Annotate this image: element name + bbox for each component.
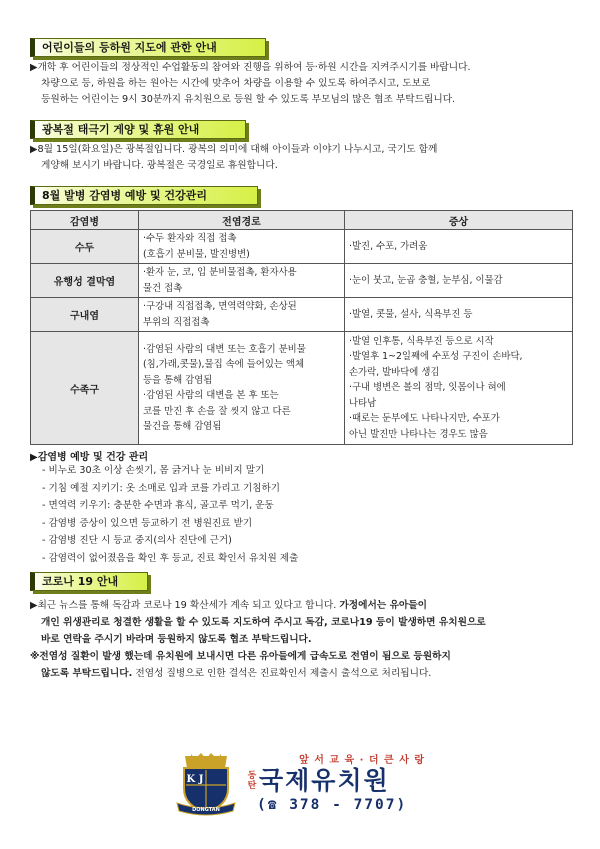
logo-text <box>245 751 435 813</box>
symptom-line: 아닌 발진만 나타나는 경우도 많음 <box>349 428 488 440</box>
route-line: (호흡기 분비물, 발진병변) <box>143 248 250 260</box>
section-title-infection: 8월 발병 감염병 예방 및 건강관리 <box>30 186 258 205</box>
disease-name: 수족구 <box>31 332 139 445</box>
header-route: 전염경로 <box>139 211 345 230</box>
table-row <box>31 230 573 264</box>
symptom-line: ·구내 병변은 볼의 점막, 잇몸이나 혀에 <box>349 382 506 394</box>
disease-symptoms <box>345 332 573 445</box>
school-emblem-icon <box>175 753 237 817</box>
corona-line-2: 개인 위생관리로 청결한 생활을 할 수 있도록 지도하여 주시고 독감, 코로나19 등이 발생하면 유치원으로 <box>41 617 486 628</box>
corona-text-bold: 가정에서는 유아들이 <box>339 600 428 611</box>
disease-symptoms <box>345 298 573 332</box>
table-row <box>31 332 573 445</box>
school-slogan: 앞 서 교 육 · 더 큰 사 랑 <box>299 755 425 766</box>
liberation-line-1: ▶8월 15일(화요일)은 광복절입니다. 광복의 의미에 대해 아이들과 이야기 나누시고, 국기도 함께 <box>30 144 438 155</box>
corona-text: ▶최근 뉴스를 통해 독감과 코로나 19 확산세가 계속 되고 있다고 합니다. <box>30 600 340 611</box>
school-name-row <box>245 767 435 795</box>
symptom-line: ·발열 인후통, 식욕부진 등으로 시작 <box>349 335 494 347</box>
header-symptoms: 증상 <box>345 211 573 230</box>
list-item: - 기침 예절 지키기: 옷 소매로 입과 코를 가리고 기침하기 <box>42 482 281 494</box>
corona-paragraph <box>30 597 572 682</box>
disease-table <box>30 210 573 445</box>
corona-text-bold: 않도록 부탁드립니다. <box>41 668 133 679</box>
disease-symptoms <box>345 230 573 264</box>
route-line: 등을 통해 감염됨 <box>143 374 213 386</box>
corona-line-5 <box>30 665 572 682</box>
disease-route <box>139 264 345 298</box>
symptom-line: 나타남 <box>349 397 377 409</box>
school-phone: (☎ 378 - 7707) <box>257 797 408 813</box>
route-line: 부위의 직접접촉 <box>143 316 210 328</box>
prevention-list <box>42 462 298 567</box>
commute-line-3: 등원하는 어린이는 9시 30분까지 유치원으로 등원 할 수 있도록 부모님의 많은 협조 부탁드립니다. <box>41 94 456 105</box>
school-name: 국제유치원 <box>259 766 390 795</box>
commute-paragraph <box>30 60 572 108</box>
symptom-line: ·발열후 1~2일째에 수포성 구진이 손바닥, <box>349 351 523 363</box>
disease-symptoms <box>345 264 573 298</box>
list-item: - 감염병 증상이 있으면 등교하기 전 병원진료 받기 <box>42 517 253 529</box>
disease-route <box>139 298 345 332</box>
symptom-line: ·눈이 붓고, 눈곱 충혈, 눈부심, 이물감 <box>349 274 503 286</box>
route-line: (침,가래,콧물),물집 속에 들어있는 액체 <box>143 359 305 370</box>
disease-name: 유행성 결막염 <box>31 264 139 298</box>
corona-line-4: ※전염성 질환이 발생 했는데 유치원에 보내시면 다른 유아들에게 급속도로 전염이 됨으로 등원하지 <box>30 651 451 662</box>
list-item: - 감염병 진단 시 등교 중지(의사 진단에 근거) <box>42 535 232 546</box>
commute-line-1: ▶개학 후 어린이들의 정상적인 수업활동의 참여와 진행을 위하여 등·하원 시간을 지켜주시기를 바랍니다. <box>30 62 471 73</box>
symptom-line: ·발열, 콧물, 설사, 식욕부진 등 <box>349 308 473 320</box>
liberation-line-2: 게양해 보시기 바랍니다. 광복절은 국경일로 휴원합니다. <box>41 160 278 171</box>
disease-route <box>139 230 345 264</box>
emblem-letter: K J <box>186 774 204 785</box>
section-title-commute: 어린이들의 등하원 지도에 관한 안내 <box>30 38 266 57</box>
route-line: ·감염된 사람의 대변 또는 호흡기 분비물 <box>143 343 306 355</box>
corona-text: 전염성 질병으로 인한 결석은 진료확인서 제출시 출석으로 처리됩니다. <box>132 668 432 679</box>
header-disease: 감염병 <box>31 211 139 230</box>
route-line: 코를 만진 후 손을 잘 씻지 않고 다른 <box>143 405 291 417</box>
disease-name: 구내염 <box>31 298 139 332</box>
symptom-line: ·때로는 둔부에도 나타나지만, 수포가 <box>349 413 500 425</box>
list-item: - 비누로 30초 이상 손씻기, 몸 긁거나 눈 비비지 말기 <box>42 465 265 476</box>
table-row <box>31 264 573 298</box>
route-line: 물건을 통해 감염됨 <box>143 421 222 432</box>
section-title-liberation: 광복절 태극기 게양 및 휴원 안내 <box>30 120 246 139</box>
route-line: ·수두 환자와 직접 접촉 <box>143 233 237 244</box>
route-line: ·환자 눈, 코, 입 분비물접촉, 환자사용 <box>143 267 297 278</box>
route-line: 물건 접촉 <box>143 282 183 294</box>
table-row <box>31 298 573 332</box>
commute-line-2: 차량으로 등, 하원을 하는 원아는 시간에 맞추어 차량을 이용할 수 있도록 하여주시고, 도보로 <box>41 78 431 89</box>
school-logo <box>175 751 425 821</box>
prevention-title: ▶감염병 예방 및 건강 관리 <box>30 452 149 463</box>
symptom-line: ·발진, 수포, 가려움 <box>349 240 428 252</box>
school-location: 동탄 <box>247 771 257 791</box>
emblem-ribbon: DONGTAN <box>192 807 220 813</box>
route-line: ·감염된 사람의 대변을 본 후 또는 <box>143 390 279 401</box>
list-item: - 면역력 키우기: 충분한 수면과 휴식, 골고루 먹기, 운동 <box>42 500 274 511</box>
disease-table-header <box>31 211 573 230</box>
section-title-corona: 코로나 19 안내 <box>30 572 148 591</box>
liberation-paragraph <box>30 142 572 174</box>
disease-name: 수두 <box>31 230 139 264</box>
corona-line-3: 바로 연락을 주시기 바라며 등원하지 않도록 협조 부탁드립니다. <box>41 634 312 645</box>
symptom-line: 손가락, 발바닥에 생김 <box>349 366 440 378</box>
route-line: ·구강내 직접접촉, 면역력약화, 손상된 <box>143 301 297 312</box>
list-item: - 감염력이 없어졌음을 확인 후 등교, 진료 확인서 유치원 제출 <box>42 552 299 564</box>
disease-route <box>139 332 345 445</box>
corona-line-1 <box>30 597 572 614</box>
